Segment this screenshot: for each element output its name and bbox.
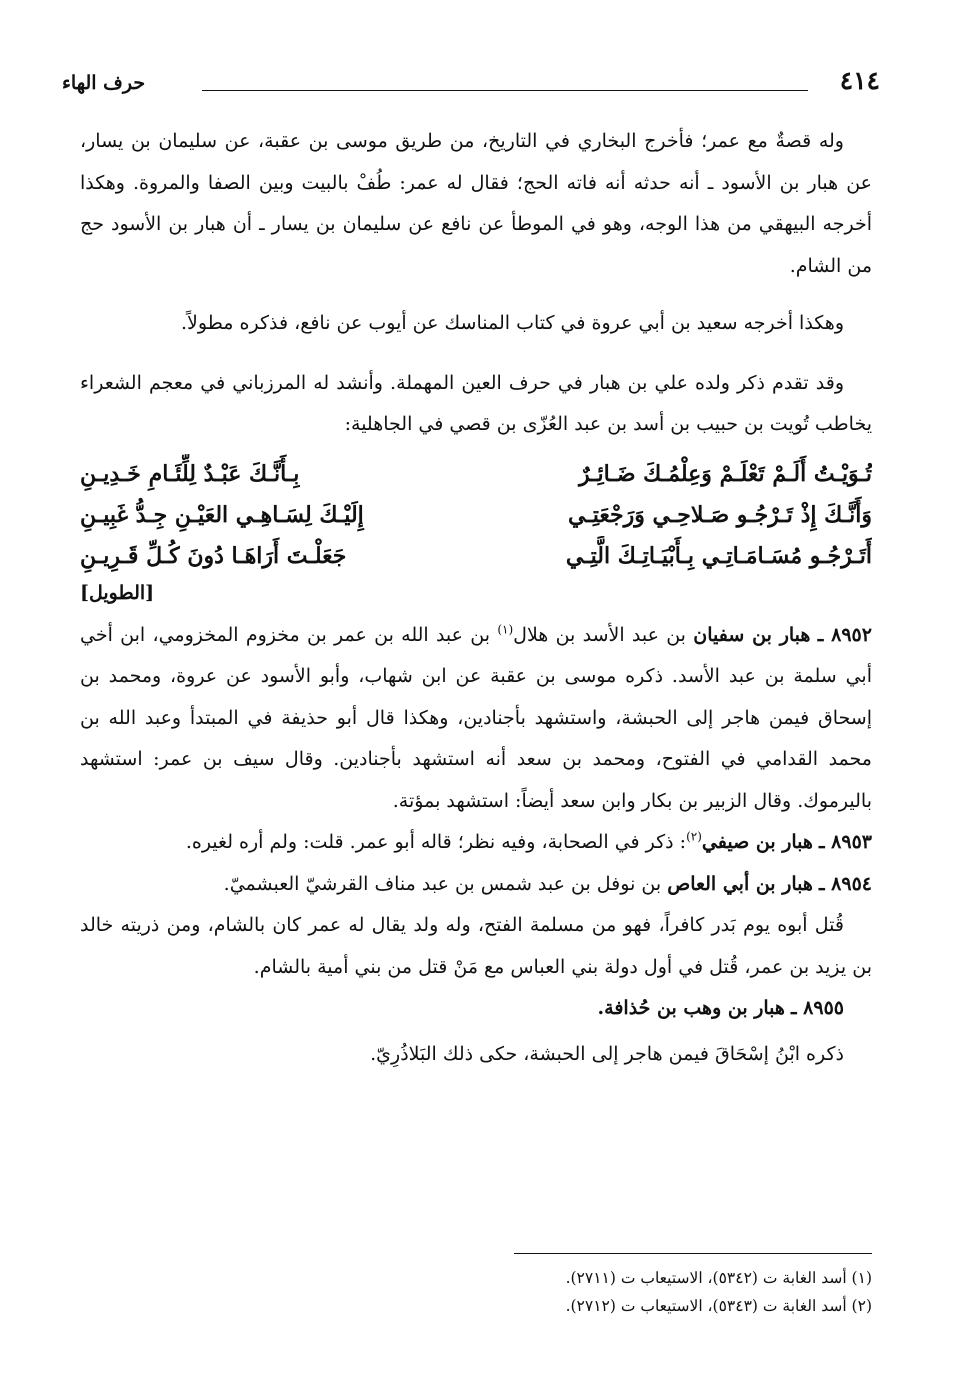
entry-lead: بن عبد الأسد بن هلال — [513, 623, 686, 646]
poem-verse — [80, 536, 872, 577]
entry-name: هبار بن صيفي — [701, 831, 813, 853]
verse-first-hemistich: أَتَـرْجُـو مُسَـامَـاتِـي بِـأَبْيَـاتِـكَ الَّتِـي — [565, 542, 872, 569]
header-rule — [202, 90, 808, 91]
footnote-ref: (٢) — [686, 829, 702, 844]
page-number: ٤١٤ — [839, 66, 880, 95]
page-header — [62, 66, 880, 100]
entry-number: ٨٩٥٢ ـ — [817, 623, 872, 646]
footnote-2: (٢) أسد الغابة ت (٥٣٤٣)، الاستيعاب ت (٢٧١٢). — [565, 1297, 872, 1315]
entry-name: هبار بن سفيان — [693, 623, 811, 646]
entry-text: بن نوفل بن عبد شمس بن عبد مناف القرشيّ العبشميّ. — [223, 872, 662, 895]
running-title: حرف الهاء — [62, 72, 146, 94]
entry-8954-continuation: قُتل أبوه يوم بَدر كافراً، فهو من مسلمة الفتح، وله ولد يقال له عمر كان بالشام، ومن ذريته خالد بن يزيد بن عمر، قُتل في أول دولة بني العباس مع مَنْ قتل من بني أمية بالشام. — [80, 914, 872, 978]
entry-end: . — [597, 997, 605, 1019]
entry-text: : ذكر في الصحابة، وفيه نظر؛ قاله أبو عمر. قلت: ولم أره لغيره. — [185, 831, 687, 853]
poem-meter: [الطويل] — [80, 581, 155, 604]
poem-verse — [80, 454, 872, 495]
entry-name: هبار بن أبي العاص — [667, 872, 813, 895]
footnotes — [312, 1264, 872, 1320]
entry-8955-continuation: ذكره ابْنُ إسْحَاقَ فيمن هاجر إلى الحبشة، حكى ذلك البَلاذُرِيّ. — [370, 1042, 844, 1065]
verse-second-hemistich: إِلَيْـكَ لِسَـاهِـي العَيْـنِ جِـدُّ غَبِيـنِ — [80, 501, 364, 528]
entry-8953 — [80, 822, 872, 864]
entry-text: بن عبد الله بن عمر بن مخزوم المخزومي، ابن أخي أبي سلمة بن عبد الأسد. ذكره موسى بن عقبة عن ابن شهاب، وأبو الأسود عن عروة، ومحمد بن إسحاق فيمن هاجر إلى الحبشة، واستشهد بأجنادين، وهكذا قال أبو حذيفة في المبتدأ وعبد الله بن محمد القدامي في الفتوح، ومحمد بن سعد أنه استشهد بأجنادين. وقال سيف بن عمر: استشهد باليرموك. وقال الزبير بن بكار وابن سعد أيضاً: استشهد بمؤتة. — [80, 623, 872, 812]
poem — [80, 454, 872, 609]
paragraph-poem-intro: وقد تقدم ذكر ولده علي بن هبار في حرف العين المهملة. وأنشد له المرزباني في معجم الشعراء يخاطب تُويت بن حبيب بن أسد بن عبد العُزّى بن قصي في الجاهلية: — [80, 371, 872, 435]
verse-first-hemistich: وَأَنَّـكَ إِذْ تَـرْجُـو صَـلاحِـي وَرَجْعَتِـي — [567, 501, 872, 528]
entry-number: ٨٩٥٣ ـ — [818, 831, 872, 853]
entry-8955 — [80, 988, 872, 1030]
entry-name: هبار بن وهب بن حُذافة — [604, 997, 785, 1019]
footnote-1: (١) أسد الغابة ت (٥٣٤٢)، الاستيعاب ت (٢٧١١). — [565, 1269, 872, 1287]
footnote-ref: (١) — [497, 622, 514, 637]
paragraph-story: وله قصةٌ مع عمر؛ فأخرج البخاري في التاريخ، من طريق موسى بن عقبة، عن سليمان بن يسار، عن هبار بن الأسود ـ أنه حدثه أنه فاته الحج؛ فقال له عمر: طُفْ بالبيت وبين الصفا والمروة. وهكذا أخرجه البيهقي من هذا الوجه، وهو في الموطأ عن نافع عن سليمان بن يسار ـ أن هبار بن الأسود حج من الشام. — [80, 130, 872, 277]
paragraph-manasik: وهكذا أخرجه سعيد بن أبي عروة في كتاب المناسك عن أيوب عن نافع، فذكره مطولاً. — [181, 312, 844, 334]
verse-second-hemistich: بِـأَنَّـكَ عَبْـدٌ لِلِّئَـامِ خَـدِيـنِ — [80, 460, 300, 487]
verse-first-hemistich: تُـوَيْـتُ أَلَـمْ تَعْلَـمْ وَعِلْمُـكَ ضَـائِـرٌ — [578, 460, 872, 487]
entry-8952 — [80, 615, 872, 823]
entry-number: ٨٩٥٤ ـ — [818, 872, 872, 895]
entries — [80, 615, 872, 1076]
page-body — [80, 121, 872, 1075]
verse-second-hemistich: جَعَلْـتَ أَرَاهَـا دُونَ كُـلِّ قَـرِيـنِ — [80, 542, 347, 569]
entry-8954 — [80, 864, 872, 906]
poem-verse — [80, 495, 872, 536]
entry-number: ٨٩٥٥ ـ — [790, 997, 844, 1019]
footnote-rule — [514, 1253, 872, 1254]
